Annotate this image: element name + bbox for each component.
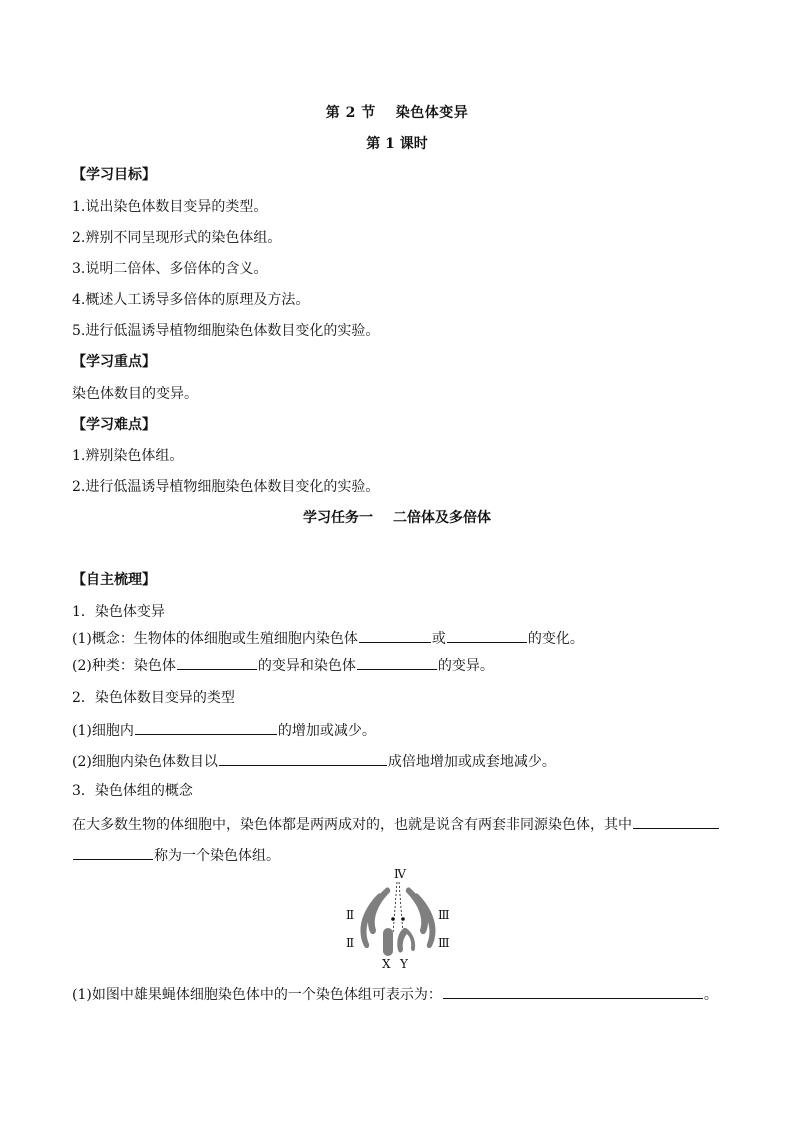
task-name: 二倍体及多倍体: [393, 510, 491, 526]
difficult-heading: 【学习难点】: [72, 417, 156, 433]
lesson-subtitle: 第 1 课时: [366, 136, 428, 152]
label-iii-lower: Ⅲ: [438, 936, 450, 950]
goal-item: 2.辨别不同呈现形式的染色体组。: [72, 230, 282, 246]
label-ii-lower: Ⅱ: [346, 936, 355, 950]
fill-blank[interactable]: [73, 845, 153, 860]
key-point: 染色体数目的变异。: [72, 386, 198, 402]
fill-blank[interactable]: [177, 655, 257, 670]
fill-blank[interactable]: [443, 984, 703, 999]
fill-blank[interactable]: [633, 814, 719, 829]
chromosome-iv-dot: [401, 917, 405, 921]
item1-title: 1．染色体变异: [72, 604, 165, 620]
section-title: [0, 104, 794, 122]
fill-blank[interactable]: [359, 628, 431, 643]
item3-paragraph: 在大多数生物的体细胞中，染色体都是两两成对的，也就是说含有两套非同源染色体，其中: [72, 814, 720, 834]
item2-line2: (2)细胞内染色体数目以 成倍地增加或成套地减少。: [72, 751, 556, 771]
fill-blank[interactable]: [447, 628, 527, 643]
chromosome-x: [383, 928, 393, 956]
item3-title: 3．染色体组的概念: [72, 783, 193, 799]
difficult-item: 1.辨别染色体组。: [72, 448, 184, 464]
key-heading: 【学习重点】: [72, 354, 156, 370]
item1-concept-line: (1)概念：生物体的体细胞或生殖细胞内染色体 或 的变化。: [72, 628, 584, 648]
difficult-item: 2.进行低温诱导植物细胞染色体数目变化的实验。: [72, 479, 380, 495]
chromosome-y: [397, 928, 415, 953]
label-x: X: [382, 957, 391, 971]
fruit-fly-chromosome-diagram: [336, 866, 456, 972]
fill-blank[interactable]: [357, 655, 437, 670]
chromosome-iv-dot: [391, 917, 395, 921]
goals-heading: 【学习目标】: [72, 167, 156, 183]
label-y: Y: [400, 957, 408, 971]
task-number: 学习任务一: [303, 510, 373, 526]
item1-types-line: (2)种类：染色体 的变异和染色体 的变异。: [72, 655, 494, 675]
item2-line1: (1)细胞内 的增加或减少。: [72, 720, 376, 740]
goal-item: 1.说出染色体数目变异的类型。: [72, 199, 268, 215]
label-iii-upper: Ⅲ: [438, 908, 450, 922]
label-ii-upper: Ⅱ: [346, 908, 355, 922]
goal-item: 3.说明二倍体、多倍体的含义。: [72, 261, 268, 277]
fill-blank[interactable]: [135, 720, 277, 735]
item3-paragraph-cont: 称为一个染色体组。: [72, 845, 280, 865]
question-1: (1)如图中雄果蝇体细胞染色体中的一个染色体组可表示为： 。: [72, 984, 718, 1004]
goal-item: 5.进行低温诱导植物细胞染色体数目变化的实验。: [72, 323, 380, 339]
task-title: [0, 509, 794, 527]
spindle-fiber: [399, 882, 403, 934]
fill-blank[interactable]: [219, 751, 387, 766]
review-heading: 【自主梳理】: [72, 572, 156, 588]
goal-item: 4.概述人工诱导多倍体的原理及方法。: [72, 292, 310, 308]
spindle-fiber: [393, 882, 397, 934]
item2-title: 2．染色体数目变异的类型: [72, 690, 235, 706]
section-number: 第 2 节: [325, 105, 376, 121]
label-iv: Ⅳ: [394, 867, 406, 881]
section-name: 染色体变异: [395, 105, 469, 121]
